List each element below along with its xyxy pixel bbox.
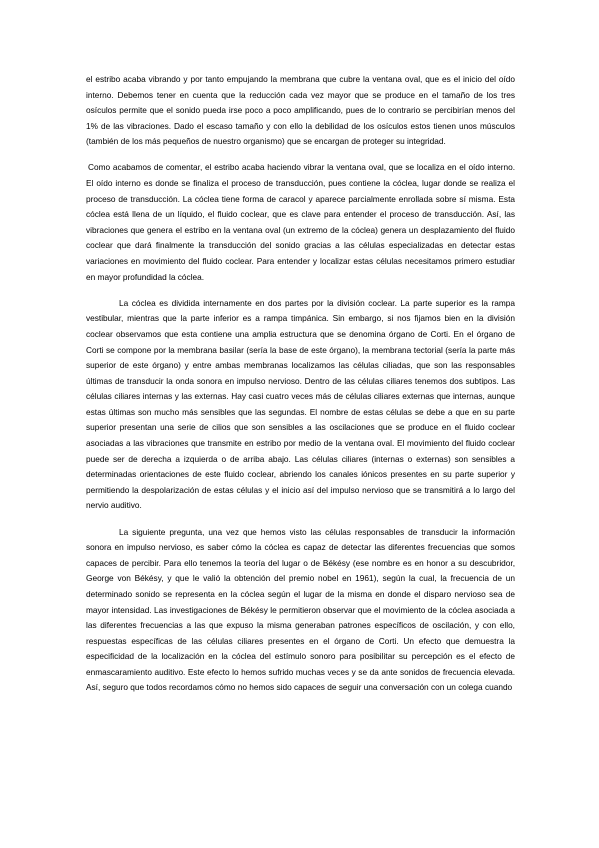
paragraph-place-theory: La siguiente pregunta, una vez que hemos visto las células responsables de transducir la información sonora en impulso nervioso, es saber cómo la cóclea es capaz de detectar las diferentes frecuencias que somos capaces de percibir. Para ello tenemos la teoría del lugar o de Békésy (ese nombre es en honor a su descubridor, George von Békésy, y que le valió la obtención del premio nobel en 1961), según la cual, la frecuencia de un determinado sonido se representa en la cóclea según el lugar de la misma en donde el disparo nervioso sea de mayor intensidad. Las investigaciones de Békésy le permitieron observar que el movimiento de la cóclea asociada a las diferentes frecuencias a las que expuso la misma generaban patrones específicos de oscilación, y con ello, respuestas específicas de las células ciliares presentes en el órgano de Corti. Un efecto que demuestra la especificidad de la localización en la cóclea del estímulo sonoro para posibilitar su percepción es el efecto de enmascaramiento auditivo. Este efecto lo hemos sufrido muchas veces y se da ante sonidos de frecuencia elevada. Así, seguro que todos recordamos cómo no hemos sido capaces de seguir una conversación con un colega cuando (86, 526, 515, 693)
paragraph-organ-of-corti: La cóclea es dividida internamente en dos partes por la división coclear. La parte superior es la rampa vestibular, mientras que la parte inferior es a rampa timpánica. Sin embargo, si nos fijamos bien en la división coclear observamos que esta contiene una amplia estructura que se denomina órgano de Corti. En el órgano de Corti se compone por la membrana basilar (sería la base de este órgano), la membrana tectorial (sería la parte más superior de este órgano) y entre ambas membranas localizamos las células ciliadas, que son las responsables últimas de transducir la onda sonora en impulso nervioso. Dentro de las células ciliares tenemos dos subtipos. Las células ciliares internas y las externas. Hay casi cuatro veces más de células ciliares externas que internas, aunque estas últimas son mucho más sensibles que las segundas. El nombre de estas células se debe a que en su parte superior presentan una serie de cilios que son sensibles a las oscilaciones que se produce en el fluido coclear asociadas a las vibraciones que transmite en estribo por medio de la ventana oval. El movimiento del fluido coclear puede ser de derecha a izquierda o de arriba abajo. Las células ciliares (internas o externas) son sensibles a determinadas orientaciones de este fluido coclear, abriendo los canales iónicos presentes en su parte superior y permitiendo la despolarización de estas células y el inicio así del impulso nervioso que se transmitirá a lo largo del nervio auditivo. (86, 297, 515, 511)
paragraph-ossicles: el estribo acaba vibrando y por tanto empujando la membrana que cubre la ventana oval, que es el inicio del oído interno. Debemos tener en cuenta que la reducción cada vez mayor que se produce en el tamaño de los tres osículos permite que el sonido pueda irse poco a poco amplificando, pues de lo contrario se percibirían menos del 1% de las vibraciones. Dado el escaso tamaño y con ello la debilidad de los osículos estos tienen unos músculos (también de los más pequeños de nuestro organismo) que se encargan de proteger su integridad. (86, 74, 515, 147)
paragraph-inner-ear: Como acabamos de comentar, el estribo acaba haciendo vibrar la ventana oval, que se localiza en el oído interno. El oído interno es donde se finaliza el proceso de transducción, pues contiene la cóclea, lugar donde se realiza el proceso de transducción. La cóclea tiene forma de caracol y aparece parcialmente enrollada sobre sí misma. Esta cóclea está llena de un líquido, el fluido coclear, que es clave para entender el proceso de transducción. Así, las vibraciones que genera el estribo en la ventana oval (un extremo de la cóclea) genera un desplazamiento del fluido coclear que dará finalmente la transducción del sonido gracias a las células especializadas en detectar estas variaciones en movimiento del fluido coclear. Para entender y localizar estas células necesitamos primero estudiar en mayor profundidad la cóclea. (86, 162, 515, 282)
document-body (86, 72, 515, 696)
